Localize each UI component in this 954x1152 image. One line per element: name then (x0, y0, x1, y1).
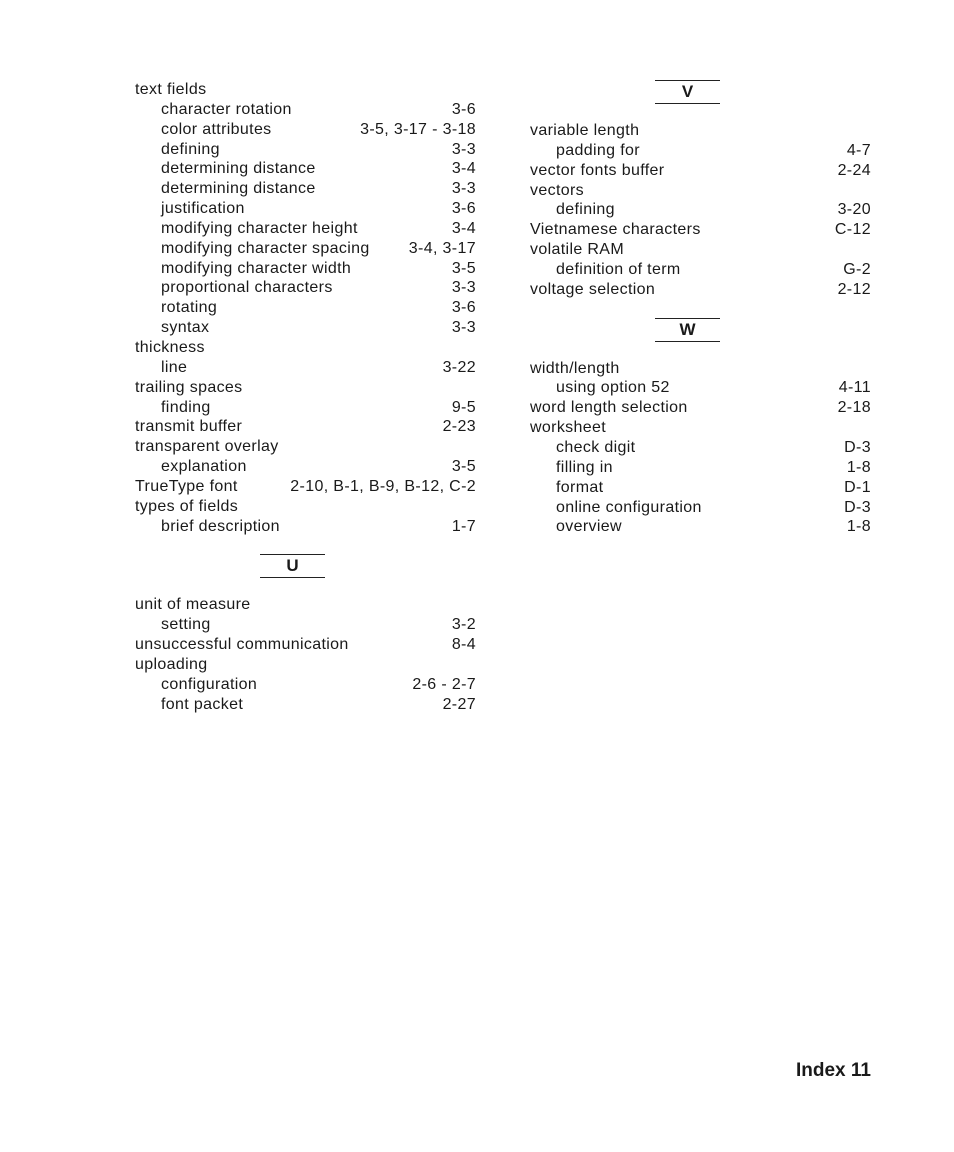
index-term: determining distance (161, 180, 316, 198)
index-page-ref: D-1 (844, 478, 871, 496)
index-term: character rotation (161, 100, 292, 118)
index-subentry (135, 159, 476, 179)
index-term: determining distance (161, 160, 316, 178)
index-page-ref: 4-7 (846, 141, 871, 159)
index-term: online configuration (556, 498, 702, 516)
index-page-ref: 3-6 (451, 100, 476, 118)
index-term: modifying character spacing (161, 239, 370, 257)
index-entry (135, 635, 476, 655)
index-page-ref: 3-5 (451, 458, 476, 476)
index-subentry (530, 458, 871, 478)
index-entry (530, 398, 871, 418)
index-entries-u (135, 595, 476, 714)
index-term: proportional characters (161, 279, 333, 297)
index-subentry (530, 141, 871, 161)
index-term: color attributes (161, 120, 272, 138)
index-page-ref: 3-3 (451, 319, 476, 337)
index-term: text fields (135, 81, 207, 98)
index-page-ref: 3-6 (451, 200, 476, 218)
index-entry (530, 280, 871, 300)
index-subentry (530, 260, 871, 280)
index-page-ref: 8-4 (451, 636, 476, 654)
index-entry (135, 655, 476, 675)
index-page-ref: 3-3 (451, 180, 476, 198)
index-term: configuration (161, 675, 258, 693)
index-page-ref: 2-24 (837, 161, 871, 179)
index-subentry (135, 695, 476, 715)
index-page-ref: 9-5 (451, 398, 476, 416)
index-entry (530, 161, 871, 181)
index-page-ref: 3-5 (451, 259, 476, 277)
index-term: definition of term (556, 260, 681, 278)
index-entry (135, 338, 476, 358)
index-entry (135, 497, 476, 517)
index-term: syntax (161, 319, 210, 337)
index-entries-v (530, 121, 871, 300)
index-subentry (135, 278, 476, 298)
index-entry (135, 477, 476, 497)
index-page-ref: 1-7 (451, 517, 476, 535)
index-term: trailing spaces (135, 378, 243, 396)
index-term: explanation (161, 458, 247, 476)
index-entry (135, 595, 476, 615)
index-term: format (556, 478, 604, 496)
index-term: justification (161, 200, 245, 218)
index-subentry (135, 615, 476, 635)
index-term: TrueType font (135, 477, 238, 495)
index-subentry (530, 478, 871, 498)
index-entry (135, 378, 476, 398)
index-term: font packet (161, 695, 244, 713)
index-subentry (135, 398, 476, 418)
section-letter-v: V (655, 80, 720, 104)
index-entry (530, 418, 871, 438)
index-entry (530, 181, 871, 201)
index-term: transparent overlay (135, 438, 279, 456)
index-column-left (135, 80, 476, 714)
index-entries-t (135, 80, 476, 536)
index-term: variable length (530, 122, 640, 139)
index-page-ref: C-12 (834, 221, 871, 239)
index-term: volatile RAM (530, 241, 625, 259)
index-term: brief description (161, 517, 280, 535)
index-page-ref: 3-20 (837, 201, 871, 219)
index-subentry (135, 318, 476, 338)
index-term: vectors (530, 181, 585, 199)
index-page-ref: G-2 (843, 260, 871, 278)
index-page-ref: 2-23 (442, 418, 476, 436)
index-term: modifying character width (161, 259, 352, 277)
index-term: finding (161, 398, 211, 416)
index-subentry (135, 219, 476, 239)
index-subentry (135, 179, 476, 199)
index-page-ref: 2-6 - 2-7 (412, 675, 476, 693)
index-page-ref: 3-2 (451, 616, 476, 634)
index-term: uploading (135, 655, 208, 673)
index-subentry (530, 200, 871, 220)
index-subentry (135, 239, 476, 259)
index-page-ref: 2-12 (837, 280, 871, 298)
index-page-ref: 3-6 (451, 299, 476, 317)
section-letter-w: W (655, 318, 720, 342)
section-letter-u: U (260, 554, 325, 578)
index-page-ref: 1-8 (846, 518, 871, 536)
index-page-ref: 2-18 (837, 399, 871, 417)
index-subentry (530, 498, 871, 518)
index-subentry (135, 298, 476, 318)
index-term: word length selection (530, 399, 688, 417)
index-page-ref: 2-10, B-1, B-9, B-12, C-2 (290, 477, 476, 495)
index-term: unsuccessful communication (135, 636, 349, 654)
section-heading-w (530, 318, 871, 341)
index-page-ref: 2-27 (442, 695, 476, 713)
index-page-ref: 3-22 (442, 358, 476, 376)
section-heading-v (530, 80, 871, 103)
index-page-ref: 3-3 (451, 140, 476, 158)
index-subentry (135, 675, 476, 695)
index-subentry (530, 378, 871, 398)
index-subentry (530, 517, 871, 537)
index-page-ref: 3-5, 3-17 - 3-18 (360, 120, 476, 138)
index-term: types of fields (135, 497, 239, 515)
index-page-ref: 1-8 (846, 458, 871, 476)
index-entry (135, 417, 476, 437)
index-term: line (161, 358, 188, 376)
index-term: overview (556, 518, 622, 536)
index-page-ref: 3-4 (451, 219, 476, 237)
index-entry (135, 80, 476, 100)
index-term: voltage selection (530, 280, 656, 298)
index-subentry (135, 259, 476, 279)
index-term: check digit (556, 438, 636, 456)
index-subentry (135, 100, 476, 120)
index-page-ref: 3-3 (451, 279, 476, 297)
index-term: unit of measure (135, 596, 251, 614)
index-subentry (135, 199, 476, 219)
index-entry (530, 220, 871, 240)
index-page-ref: 3-4, 3-17 (408, 239, 476, 257)
index-term: defining (161, 140, 220, 158)
page-footer: Index 11 (796, 1060, 871, 1081)
index-term: rotating (161, 299, 218, 317)
index-subentry (530, 438, 871, 458)
index-entry (530, 359, 871, 379)
index-term: transmit buffer (135, 418, 243, 436)
index-term: setting (161, 616, 211, 634)
index-term: vector fonts buffer (530, 161, 665, 179)
index-subentry (135, 358, 476, 378)
index-entry (135, 437, 476, 457)
index-term: worksheet (530, 419, 607, 437)
index-term: padding for (556, 141, 640, 159)
index-entry (530, 240, 871, 260)
index-term: modifying character height (161, 219, 358, 237)
index-subentry (135, 517, 476, 537)
index-term: defining (556, 201, 615, 219)
index-subentry (135, 120, 476, 140)
index-entry (530, 121, 871, 141)
index-entries-w (530, 359, 871, 538)
index-term: filling in (556, 458, 613, 476)
index-page-ref: D-3 (844, 498, 871, 516)
index-subentry (135, 457, 476, 477)
index-term: width/length (530, 359, 620, 377)
index-term: Vietnamese characters (530, 221, 701, 239)
index-page-ref: 4-11 (838, 379, 871, 397)
index-page-ref: 3-4 (451, 160, 476, 178)
section-heading-u (135, 554, 476, 577)
index-column-right (530, 80, 871, 537)
index-subentry (135, 140, 476, 160)
index-page-ref: D-3 (844, 438, 871, 456)
index-term: using option 52 (556, 379, 670, 397)
index-term: thickness (135, 338, 205, 356)
